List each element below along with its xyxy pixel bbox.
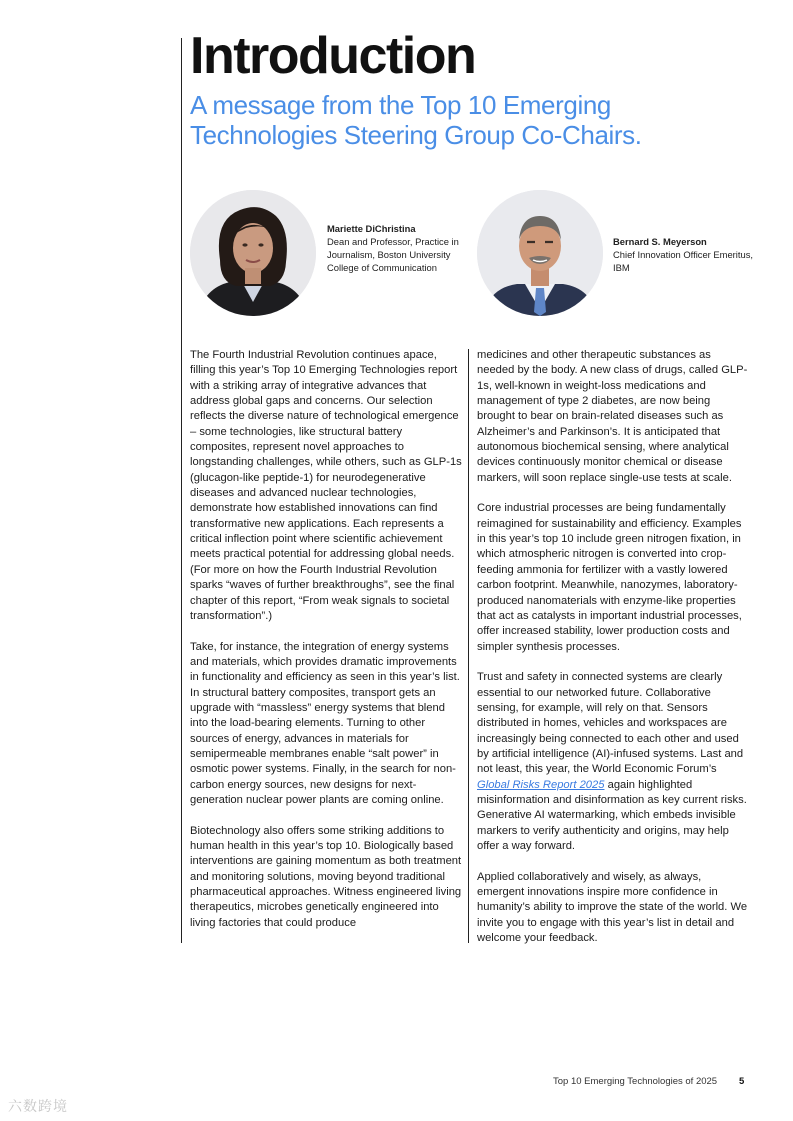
footer-report-title: Top 10 Emerging Technologies of 2025 xyxy=(553,1076,718,1087)
paragraph: The Fourth Industrial Revolution continues apace, filling this year’s Top 10 Emerging Technologies report with a striking array of integrative advances that address global gaps and concerns. Our selection reflects the diverse nature of technological emergence – some technologies, like structural battery composites, represent novel approaches to longstanding challenges, while others, such as GLP-1s (glucagon-like peptide-1) for neurodegenerative diseases and advanced nuclear technologies, demonstrate how established innovations can find transformative new applications. Each represents a critical inflection point where scientific achievement meets practical potential for addressing global needs. (For more on how the Fourth Industrial Revolution sparks “waves of further breakthroughs”, see the final chapter of this report, “From weak signals to societal transformation”.) xyxy=(190,349,462,622)
person-card-2 xyxy=(613,235,753,274)
column-divider xyxy=(468,349,469,943)
person-role: Dean and Professor, Practice in Journalism, Boston University College of Communication xyxy=(327,236,459,273)
page-subtitle: A message from the Top 10 Emerging Technologies Steering Group Co-Chairs. xyxy=(190,90,642,150)
page-number: 5 xyxy=(739,1076,745,1087)
portrait-bernard-meyerson xyxy=(477,190,603,316)
paragraph-text: Trust and safety in connected systems are clearly essential to our networked future. Collaborative sensing, for example, will rely on that. Sensors distributed in homes, vehicles and workspaces are increasingly being connected to each other and used by artificial intelligence (AI)-infused systems. Last and not least, this year, the World Economic Forum’s xyxy=(477,671,744,776)
watermark-logo: 六数跨境 xyxy=(8,1098,68,1114)
paragraph xyxy=(477,670,749,854)
paragraph: Core industrial processes are being fundamentally reimagined for sustainability and efficiency. Examples in this year’s top 10 include green nitrogen fixation, in which atmospheric nitrogen is converted into crop-feeding ammonia for fertilizer with a vastly lowered carbon footprint. Meanwhile, nanozymes, laboratory-produced nanomaterials with enzyme-like properties that act as catalysts in important industrial processes, offer increased stability, lower production costs and simpler synthesis processes. xyxy=(477,502,742,653)
left-rule xyxy=(181,38,182,943)
person-role: Chief Innovation Officer Emeritus, IBM xyxy=(613,249,753,273)
body-column-right xyxy=(477,348,749,962)
person-name: Mariette DiChristina xyxy=(327,223,416,234)
paragraph: Applied collaboratively and wisely, as always, emergent innovations inspire more confidence in humanity’s ability to improve the state of the world. We invite you to engage with this year’s list in detail and welcome your feedback. xyxy=(477,870,748,945)
paragraph: Biotechnology also offers some striking additions to human health in this year’s top 10. Biologically based interventions are gaining momentum as both treatment and monitoring solutions, moving beyond traditional pharmaceutical approaches. Witness engineered living therapeutics, microbes genetically engineered into living factories that could produce xyxy=(190,824,462,929)
body-column-left xyxy=(190,348,462,946)
paragraph-text: again highlighted misinformation and disinformation as key current risks. Generative AI watermarking, which embeds invisible markers to verify authenticity and origins, may help offer a way forward. xyxy=(477,778,747,852)
person-card-1 xyxy=(327,222,462,274)
global-risks-report-link[interactable]: Global Risks Report 2025 xyxy=(477,778,605,791)
page-title: Introduction xyxy=(190,27,476,85)
paragraph: medicines and other therapeutic substances as needed by the body. A new class of drugs, called GLP-1s, well-known in weight-loss medications and management of type 2 diabetes, are now being brought to bear on brain-related diseases such as Alzheimer’s and Parkinson’s. It is anticipated that autonomous biochemical sensing, where analytical devices continuously monitor chemical or disease markers, will soon replace single-use tests at scale. xyxy=(477,349,748,484)
person-name: Bernard S. Meyerson xyxy=(613,236,707,247)
paragraph: Take, for instance, the integration of energy systems and materials, which provides dramatic improvements in functionality and efficiency as seen in this year’s list. In structural battery composites, transport gets an upgrade with “massless” energy systems that blend into the load-bearing elements. Turning to other sources of energy, advances in materials for semipermeable membranes enable “salt power” in osmotic power systems. Finally, in the search for non-carbon energy sources, new designs for next-generation nuclear power plants are coming online. xyxy=(190,640,460,806)
portrait-mariette-dichristina xyxy=(190,190,316,316)
